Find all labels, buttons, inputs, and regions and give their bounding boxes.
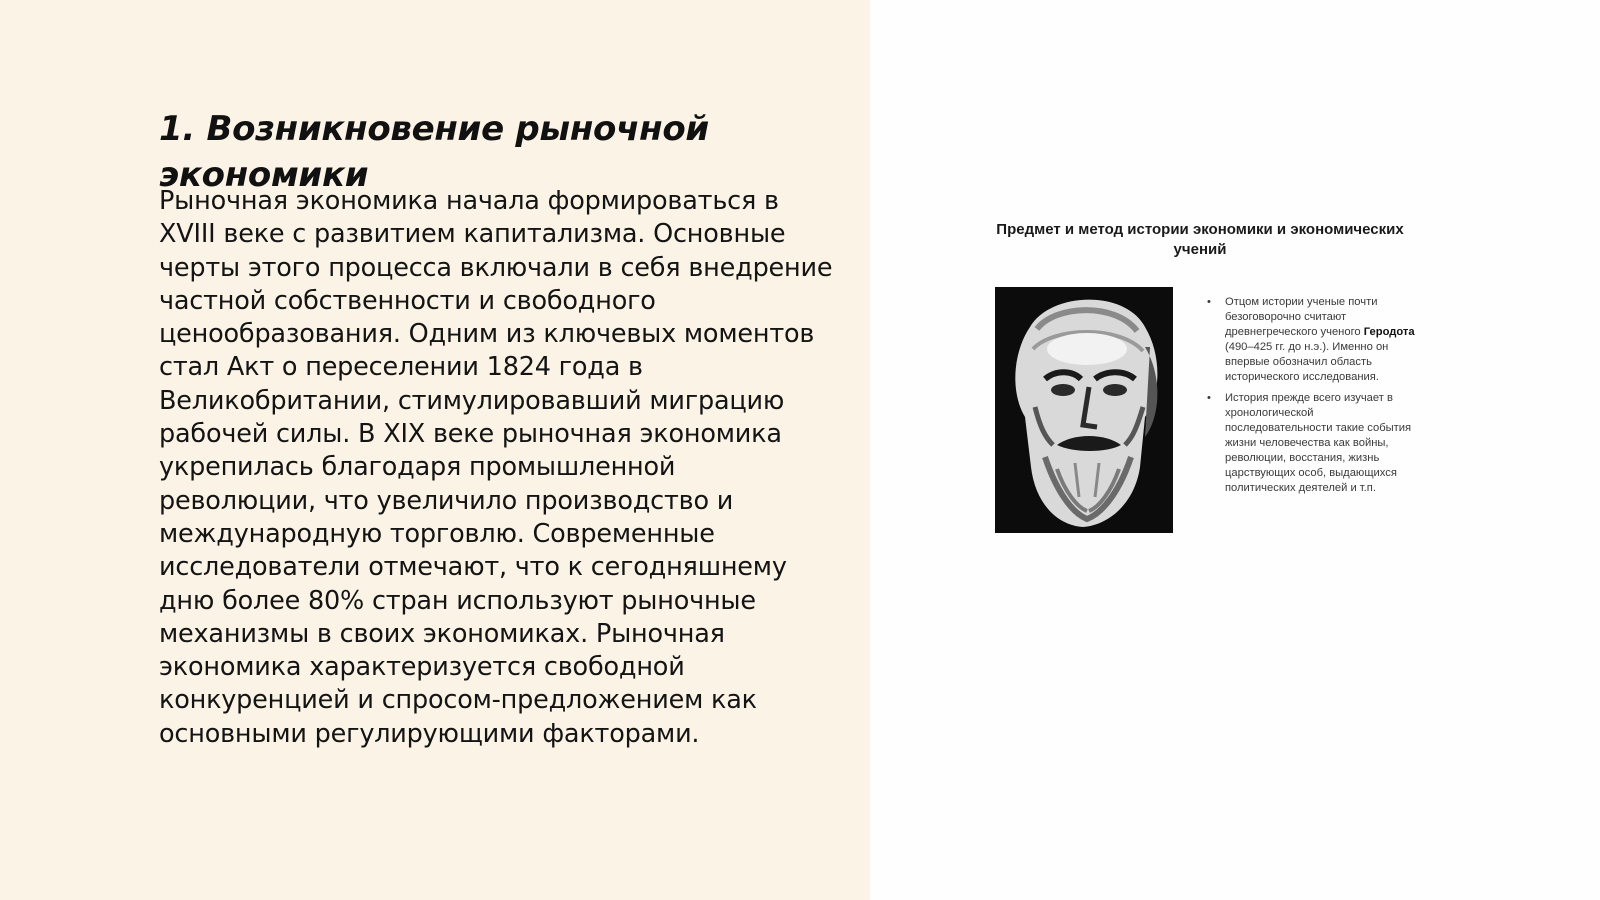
embedded-bullet-item xyxy=(1207,295,1422,385)
herodotus-portrait-icon xyxy=(995,287,1173,533)
bullet-bold-name: Геродота xyxy=(1363,326,1415,338)
embedded-slide-image xyxy=(985,215,1445,545)
slide-heading: 1. Возникновение рыночной экономики xyxy=(159,109,709,195)
slide-body-text: Рыночная экономика начала формироваться в XVIII веке с развитием капитализма. Основные черты этого процесса включали в себя внедрение частной собственности и свободного ценообразования. Одним из ключевых моментов стал Акт о переселении 1824 года в Великобритании, стимулировавший миграцию рабочей силы. В XIX веке рыночная экономика укрепилась благодаря промышленной революции, что увеличило производство и международную торговлю. Современные исследователи отмечают, что к сегодняшнему дню более 80% стран используют рыночные механизмы в своих экономиках. Рыночная экономика характеризуется свободной конкуренцией и спросом-предложением как основными регулирующими факторами. xyxy=(159,186,833,749)
embedded-bullet-list xyxy=(1207,295,1422,502)
embedded-bullet-item: • История прежде всего изучает в хронологической последовательности такие события жизни человечества как войны, революции, восстания, жизнь царствующих особ, выдающихся политических деятелей и т.п. xyxy=(1207,391,1422,496)
bullet-text: Отцом истории ученые почти безоговорочно считают древнегреческого ученого xyxy=(1225,296,1378,338)
embedded-slide-title: Предмет и метод истории экономики и экономических учений xyxy=(996,221,1404,258)
bullet-text: (490–425 гг. до н.э.). Именно он впервые обозначил область исторического исследования. xyxy=(1225,341,1389,383)
